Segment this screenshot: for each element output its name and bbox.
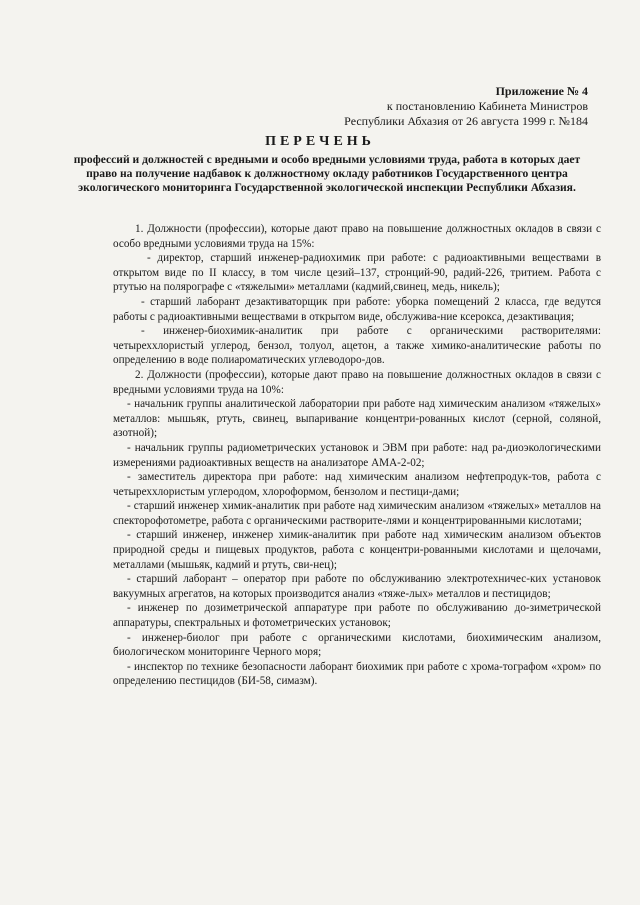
section-2-heading: 2. Должности (профессии), которые дают право на повышение должностных окладов в связи с вредными условиями труда на 10%: bbox=[113, 368, 601, 396]
appendix-number: Приложение № 4 bbox=[495, 84, 588, 98]
section-2-item: - старший инженер химик-аналитик при работе над химическим анализом «тяжелых» металлов на спекторофотометре, работа с органическими растворите-лями и концентрированными кислотами; bbox=[113, 500, 601, 527]
section-2-item: - инженер-биолог при работе с органическими кислотами, биохимическим анализом, биологическом мониторинге Черного моря; bbox=[113, 631, 601, 659]
appendix-date: Республики Абхазия от 26 августа 1999 г. №184 bbox=[344, 114, 588, 128]
appendix-header bbox=[344, 84, 588, 129]
document-subtitle: профессий и должностей с вредными и особо вредными условиями труда, работа в которых дает право на получение надбавок к должностному окладу работников Государственного центра экологического мониторинга Государственной экологической инспекции Республики Абхазия. bbox=[73, 153, 581, 194]
appendix-resolution: к постановлению Кабинета Министров bbox=[386, 99, 588, 113]
section-2-item: - заместитель директора при работе: над химическим анализом нефтепродук-тов, работа с четыреххлористым углеродом, хлороформом, бензолом и пестици-дами; bbox=[113, 471, 601, 498]
section-2-item: - инженер по дозиметрической аппаратуре при работе по обслуживанию до-зиметрической аппаратуры, спектральных и фотометрических установок; bbox=[113, 602, 601, 630]
section-1-heading: 1. Должности (профессии), которые дают право на повышение должностных окладов в связи с особо вредными условиями труда на 15%: bbox=[113, 223, 601, 250]
section-2-item: - инспектор по технике безопасности лаборант биохимик при работе с хрома-тографом «хром» по определению пестицидов (БИ-58, симазм). bbox=[113, 660, 601, 688]
section-2-item: - старший инженер, инженер химик-аналитик при работе над химическим анализом объектов природной среды и пищевых продуктов, работа с концентри-рованными кислотами и щелочами, металлами (мышьяк, кадмий и ртуть, сви-нец); bbox=[113, 529, 601, 571]
section-2-item: - старший лаборант – оператор при работе по обслуживанию электротехничес-ких установок вакуумных агрегатов, на которых производится анализ «тяже-лых» металлов и пестицидов; bbox=[113, 573, 601, 600]
document-title: ПЕРЕЧЕНЬ bbox=[265, 134, 375, 149]
section-1-item: - старший лаборант дезактиваторщик при работе: уборка помещений 2 класса, где ведутся работы с радиоактивными веществами в открытом виде, обслужива-ние ксерокса, дезактивация; bbox=[113, 295, 601, 323]
document-body bbox=[113, 222, 601, 689]
section-2-item: - начальник группы радиометрических установок и ЭВМ при работе: над ра-диоэкологическими измерениями радиоактивных веществ на анализаторе АМА-2-02; bbox=[113, 441, 601, 469]
section-2-item: - начальник группы аналитической лаборатории при работе над химическим анализом «тяжелых» металлов: мышьяк, ртуть, свинец, выпаривание концентри-рованных кислот (серной, соляной, азотной); bbox=[113, 398, 601, 440]
section-1-item: - инженер-биохимик-аналитик при работе с органическими растворителями: четыреххлористый углерод, бензол, толуол, ацетон, а также химико-аналитические работы по определению в воде полиароматических углеводоро-дов. bbox=[113, 325, 601, 367]
section-1-item: - директор, старший инженер-радиохимик при работе: с радиоактивными веществами в открытом виде по II классу, в том числе цезий–137, стронций-90, радий-226, тритием. Работа с ртутью на полярографе с «тяжелыми» металлами (кадмий,свинец, медь, никель); bbox=[113, 252, 601, 294]
